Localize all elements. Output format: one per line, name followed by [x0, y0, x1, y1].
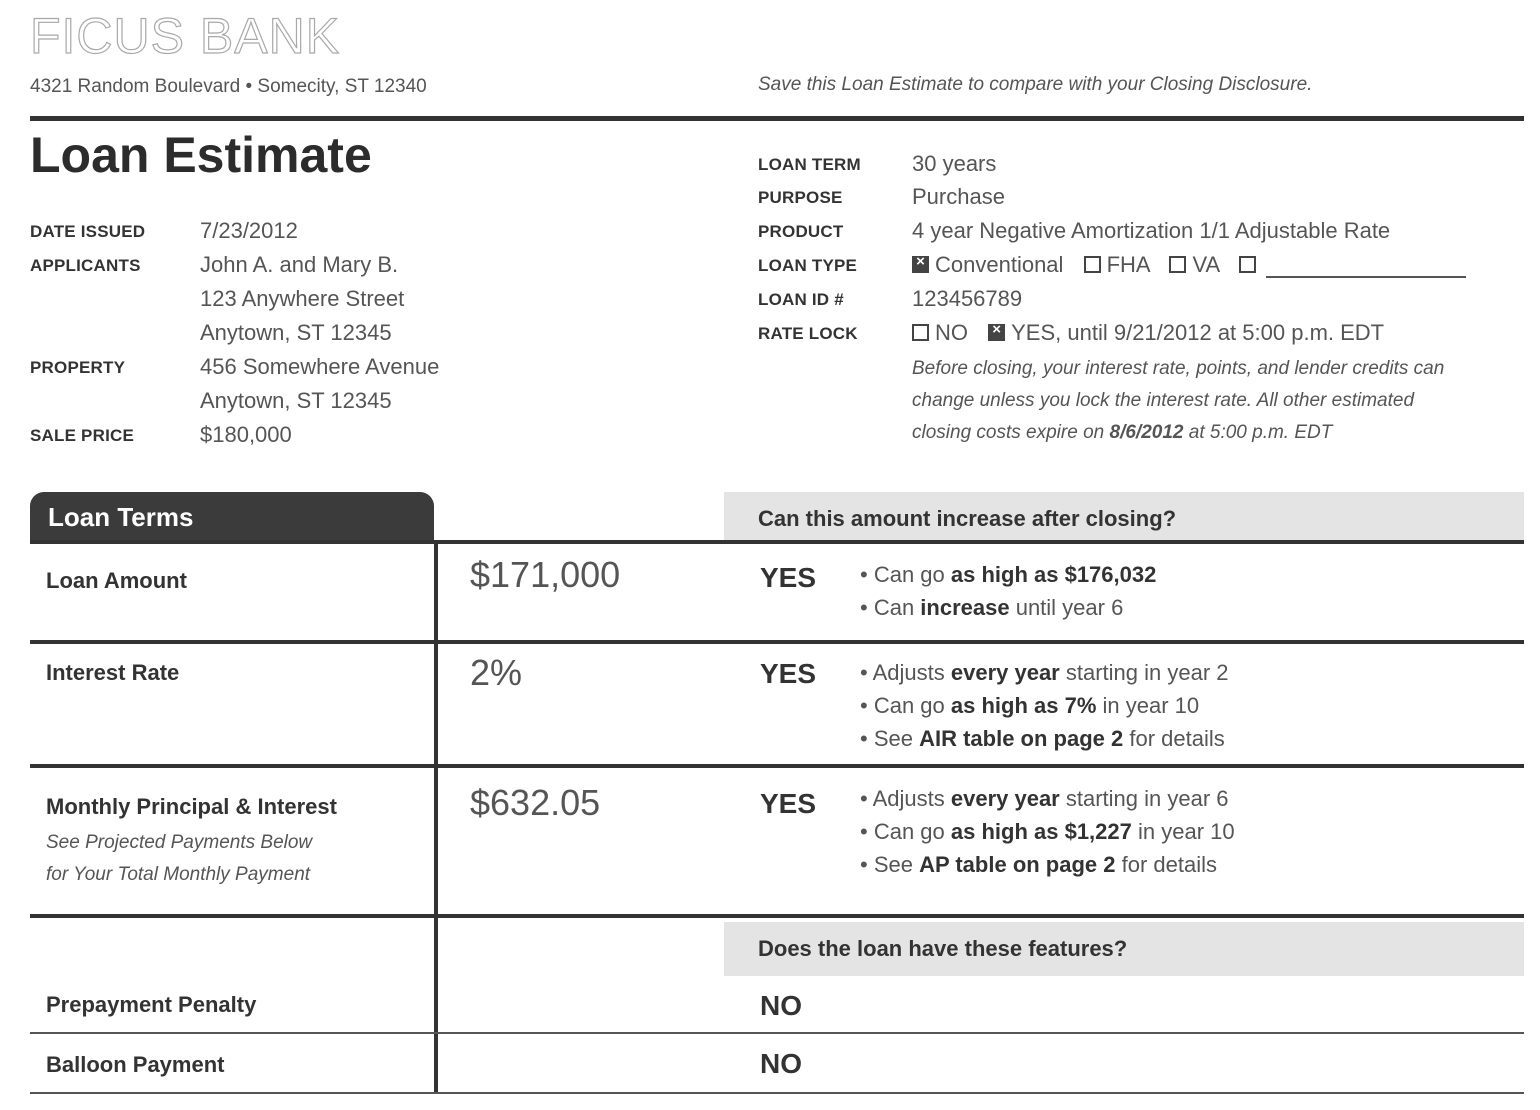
rate-lock-note-3c: at 5:00 p.m. EDT	[1183, 422, 1333, 443]
row-divider	[30, 764, 1524, 768]
rate-lock-note-2: change unless you lock the interest rate. All other estimated	[912, 390, 1415, 411]
monthly-pi-sub-1: See Projected Payments Below	[46, 832, 313, 853]
expiry-date: 8/6/2012	[1109, 422, 1184, 443]
section-bottom-rule	[30, 1092, 1524, 1094]
checkbox-rate-lock-no[interactable]	[912, 324, 929, 341]
rate-lock-label: RATE LOCK	[758, 324, 858, 343]
loan-amount-bullets	[860, 558, 1156, 624]
sale-price-label: SALE PRICE	[30, 426, 135, 445]
date-issued-value: 7/23/2012	[200, 218, 298, 243]
applicants-line-2: 123 Anywhere Street	[200, 286, 405, 311]
purpose-value: Purchase	[912, 184, 1005, 209]
other-blank-line	[1266, 258, 1466, 278]
rate-lock-note-3a: closing costs expire on	[912, 422, 1110, 443]
property-label: PROPERTY	[30, 358, 126, 377]
loan-type-options	[912, 252, 1466, 278]
applicants-line-1: John A. and Mary B.	[200, 252, 399, 277]
bank-address: 4321 Random Boulevard • Somecity, ST 12340	[30, 76, 427, 97]
rate-lock-yes: YES, until 9/21/2012 at 5:00 p.m. EDT	[1011, 320, 1385, 345]
column-divider	[434, 540, 438, 1094]
bullet: • See AP table on page 2 for details	[860, 852, 1217, 877]
row-divider	[30, 914, 1524, 918]
loan-terms-tab-label: Loan Terms	[48, 502, 194, 532]
loan-term-label: LOAN TERM	[758, 155, 861, 174]
loan-amount-value: $171,000	[470, 554, 621, 595]
question-features: Does the loan have these features?	[758, 936, 1128, 961]
bullet: • See AIR table on page 2 for details	[860, 726, 1225, 751]
interest-rate-bullets	[860, 656, 1229, 755]
applicants-label: APPLICANTS	[30, 256, 141, 275]
bullet: • Can increase until year 6	[860, 595, 1124, 620]
product-label: PRODUCT	[758, 222, 844, 241]
rate-lock-note-1: Before closing, your interest rate, points, and lender credits can	[912, 358, 1445, 379]
loan-amount-answer: YES	[760, 562, 817, 593]
prepayment-penalty-label: Prepayment Penalty	[46, 992, 257, 1017]
question-increase: Can this amount increase after closing?	[758, 506, 1177, 531]
checkbox-va[interactable]	[1169, 256, 1186, 273]
prepayment-penalty-answer: NO	[760, 990, 802, 1021]
monthly-pi-label: Monthly Principal & Interest	[46, 794, 337, 819]
monthly-pi-bullets	[860, 782, 1235, 881]
monthly-pi-value: $632.05	[470, 782, 601, 823]
property-line-2: Anytown, ST 12345	[200, 388, 392, 413]
option-conventional: Conventional	[935, 252, 1064, 277]
option-va: VA	[1192, 252, 1219, 277]
interest-rate-answer: YES	[760, 658, 817, 689]
page-title: Loan Estimate	[30, 127, 372, 183]
bank-name: FICUS BANK	[30, 8, 341, 64]
checkbox-rate-lock-yes[interactable]	[988, 324, 1005, 341]
bullet: • Adjusts every year starting in year 6	[860, 786, 1229, 811]
property-line-1: 456 Somewhere Avenue	[200, 354, 440, 379]
checkbox-other[interactable]	[1239, 256, 1256, 273]
loan-id-value: 123456789	[912, 286, 1023, 311]
rate-lock-no: NO	[935, 320, 968, 345]
row-divider	[30, 640, 1524, 644]
loan-terms-tab	[30, 492, 434, 542]
rate-lock-options	[912, 320, 1384, 346]
save-note: Save this Loan Estimate to compare with your Closing Disclosure.	[758, 74, 1313, 95]
product-value: 4 year Negative Amortization 1/1 Adjustable Rate	[912, 218, 1391, 243]
balloon-payment-label: Balloon Payment	[46, 1052, 225, 1077]
interest-rate-value: 2%	[470, 652, 523, 693]
header-divider	[30, 116, 1524, 121]
interest-rate-label: Interest Rate	[46, 660, 180, 685]
checkbox-conventional[interactable]	[912, 256, 929, 273]
bullet: • Can go as high as 7% in year 10	[860, 693, 1200, 718]
loan-id-label: LOAN ID #	[758, 290, 844, 309]
bullet: • Adjusts every year starting in year 2	[860, 660, 1229, 685]
loan-term-value: 30 years	[912, 151, 997, 176]
purpose-label: PURPOSE	[758, 188, 843, 207]
date-issued-label: DATE ISSUED	[30, 222, 146, 241]
balloon-payment-answer: NO	[760, 1048, 802, 1079]
checkbox-fha[interactable]	[1084, 256, 1101, 273]
bullet: • Can go as high as $1,227 in year 10	[860, 819, 1235, 844]
row-divider	[30, 1032, 1524, 1034]
question-header-features	[724, 922, 1524, 976]
bullet: • Can go as high as $176,032	[860, 562, 1157, 587]
loan-type-label: LOAN TYPE	[758, 256, 858, 275]
sale-price-value: $180,000	[200, 422, 292, 447]
applicants-line-3: Anytown, ST 12345	[200, 320, 392, 345]
monthly-pi-answer: YES	[760, 788, 817, 819]
rate-lock-note-3	[912, 422, 1332, 444]
loan-amount-label: Loan Amount	[46, 568, 187, 593]
question-header-increase	[724, 492, 1524, 542]
monthly-pi-sub-2: for Your Total Monthly Payment	[46, 864, 311, 885]
option-fha: FHA	[1106, 252, 1150, 277]
section-top-rule	[30, 540, 1524, 544]
